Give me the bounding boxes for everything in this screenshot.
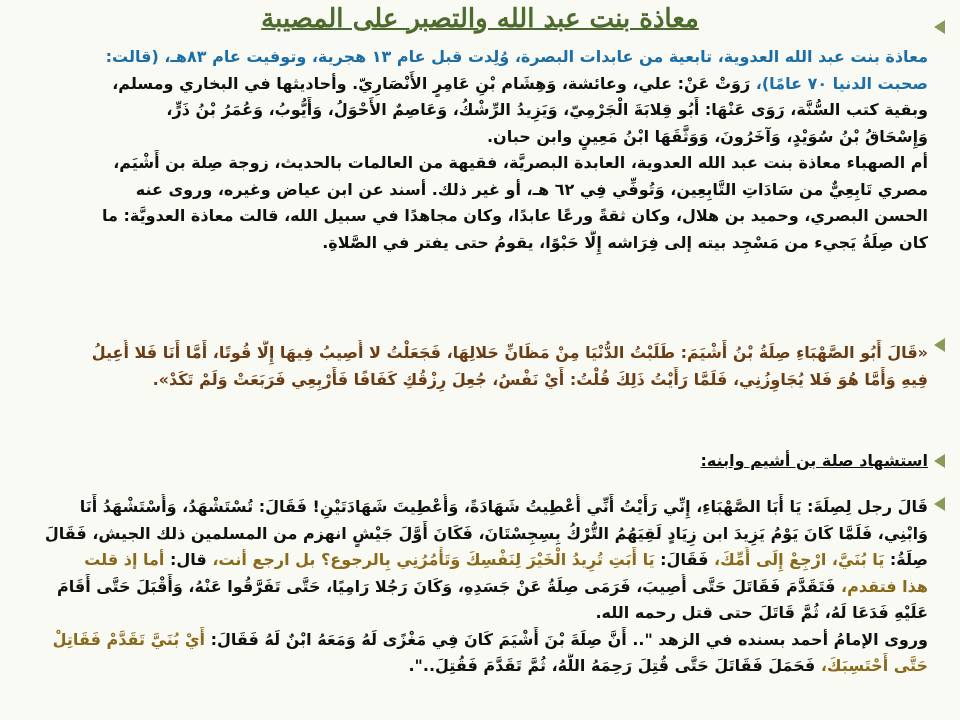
bio-line: معاذة بنت عبد الله العدوية، تابعية من عابدات البصرة، وُلِدت قبل عام ١٣ هجرية، وتوفيت عام ٨٣هـ، (قالت: [105, 47, 928, 66]
story-line: وروى الإمامُ أحمد بسنده في الزهد ".. أَنَّ صِلَةَ بْنَ أَشْيَمَ كَانَ فِي مَغْزًى لَهُ وَمَعَهُ ابْنٌ لَهُ فَقَالَ: أَيْ بُنَيَّ تَقَدَّمْ فَقَاتِلْ [52, 629, 928, 649]
biography-line: الحسن البصري، وحميد بن هلال، وكان ثقةً ورعًا عابدًا، وكان مجاهدًا في سبيل الله، قالت معاذة العدويَّة: ما [102, 206, 928, 225]
biography-line: كان صِلَةُ يَجيء من مَسْجِد بيته إلى فِرَاشه إِلَّا حَبْوًا، يقومُ حتى يفتر في الصَّلاةِ. [322, 232, 928, 252]
bio-line: وبقية كتب السُّنَّة، رَوَى عَنْهَا: أَبُو قِلابَةَ الْجَرْمِيّ، وَيَزِيدُ الرِّشْكُ، وَعَاصِمٌ الأَحْوَلُ، وَأَيُّوبُ، وَعُمَرُ بْنُ ذَرٍّ، [166, 100, 928, 119]
story-line: قَالَ رجل لِصِلَةَ: يَا أَبَا الصَّهْبَاءِ، إِنِّي رَأَيْتُ أَنِّي أُعْطِيتُ شَهَادَةً، وَأُعْطِيتَ شَهَادَتَيْنِ! فَقَالَ: تُسْتَشْهَدُ، وَأُسْتَشْهَدُ أَنَا [79, 497, 928, 516]
bio-line: وَإِسْحَاقُ بْنُ سُوَيْدٍ، وَآخَرُونَ، وَوَثَّقَهَا ابْنُ مَعِينٍ وابن حبان. [486, 126, 928, 146]
story-line: حَتَّى أَحْتَسِبَكَ، فَحَمَلَ فَقَاتَلَ حَتَّى قُتِلَ رَحِمَهُ اللَّهُ، ثُمَّ تَقَدَّمَ فَقُتِلَ..". [408, 656, 928, 675]
bullet-icon [934, 497, 945, 511]
biography-paragraph [12, 150, 928, 256]
quote-line: «قَالَ أَبُو الصَّهْبَاءِ صِلَةُ بْنُ أَشْيَمَ: طَلَبْتُ الدُّنْيَا مِنْ مَظَانِّ حَلالِهَا، فَجَعَلْتُ لا أُصِيبُ فِيهَا إِلَّا قُوتًا، أَمَّا أَنَا فَلا أُعِيلُ [91, 343, 928, 362]
story-line: صِلَةُ: يَا بُنَيَّ، ارْجِعْ إِلَى أُمِّكَ، فَقَالَ: يَا أَبَتِ تُرِيدُ الْخَيْرَ لِنَفْسِكَ وَتَأْمُرُنِي بِالرجوع؟ بل ارجع أنت، قال: أما إذ قلت [84, 550, 928, 569]
story-line: هذا فتقدم، فَتَقَدَّمَ فَقَاتَلَ حَتَّى أُصِيبَ، فَرَمَى صِلَةُ عَنْ جَسَدِهِ، وَكَانَ رَجُلا رَامِيًا، حَتَّى تَفَرَّقُوا عَنْهُ، وَأَقْبَلَ حَتَّى أَقَامَ [57, 576, 928, 596]
story-line: عَلَيْهِ فَدَعَا لَهُ، ثُمَّ قَاتَلَ حتى قتل رحمه الله. [595, 603, 928, 622]
bullet-icon [934, 454, 945, 468]
biography-line: أم الصهباء معاذة بنت عبد الله العدوية، العابدة البصريَّة، فقيهة من العالمات بالحديث، زوجة صِلة بن أَشْيَم، [113, 153, 928, 172]
bullet-icon [934, 338, 945, 352]
biography-line: مصري تَابِعِيٌّ من سَادَاتِ التَّابِعِين، وَتُوفِّي فِي ٦٢ هـ، أو غير ذلك. أسند عن ابن عياض وغيره، وروى عنه [135, 179, 928, 199]
bio-line: صحبت الدنيا ٧٠ عامًا)، رَوَتْ عَنْ: علي، وعائشة، وَهِشَام بْنِ عَامِرٍ الأَنْصَارِيّ. وأحاديثها في البخاري ومسلم، [112, 73, 928, 93]
story-paragraph [12, 494, 928, 680]
page-title: معاذة بنت عبد الله والتصبر على المصيبة [261, 4, 699, 34]
quote-paragraph [12, 340, 928, 393]
story-line: وَابْنِي، فَلَمَّا كَانَ يَوْمُ يَزِيدَ ابن زِيَادٍ لَقِيَهُمُ التُّرْكُ بِسِجِسْتَانَ، فَكَانَ أَوَّلَ جَيْشٍ انهزم من المسلمين ذلك الجيش، فَقَالَ [44, 523, 928, 543]
bio-paragraph [12, 44, 928, 150]
section-heading: استشهاد صلة بن أشيم وابنه: [700, 451, 928, 470]
quote-line: فِيهِ وَأَمَّا هُوَ فَلا يُجَاوِزُنِي، فَلَمَّا رَأَيْتُ ذَلِكَ قُلْتُ: أَيْ نَفْسُ، جُعِلَ رِزْقُكِ كَفَافًا فَأَرْبِعِي فَرَبَعَتْ وَلَمْ تَكَدْ». [152, 369, 928, 389]
